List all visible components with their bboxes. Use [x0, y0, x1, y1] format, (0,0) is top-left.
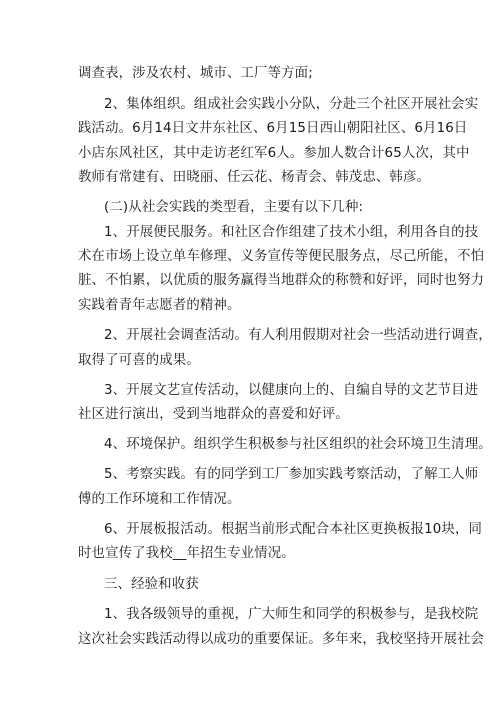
section-heading: 三、经验和收获 — [104, 577, 199, 592]
text-line: 时也宣传了我校__年招生专业情况。 — [78, 546, 295, 561]
text-line: 6、开展板报活动。根据当前形式配合本社区更换板报10块，同 — [104, 522, 483, 537]
text-line: 社区进行演出，受到当地群众的喜爱和好评。 — [78, 407, 349, 422]
text-line: 术在市场上设立单车修理、义务宣传等便民服务点，尽己所能，不怕 — [78, 249, 485, 264]
text-line: 实践着青年志愿者的精神。 — [78, 298, 241, 313]
text-line: 2、集体组织。组成社会实践小分队，分赴三个社区开展社会实 — [104, 97, 479, 112]
text-line: 调查表，涉及农村、城市、工厂等方面; — [78, 66, 313, 81]
text-line: 5、考察实践。有的同学到工厂参加实践考察活动，了解工人师 — [104, 467, 479, 482]
text-line: 1、我各级领导的重视，广大师生和同学的积极参与，是我校院 — [104, 607, 479, 622]
section-heading: (二)从社会实践的类型看，主要有以下几种: — [104, 200, 364, 215]
text-line: 3、开展文艺宣传活动，以健康向上的、自编自导的文艺节目进 — [104, 383, 479, 398]
text-line: 脏、不怕累，以优质的服务赢得当地群众的称赞和好评，同时也努力 — [78, 273, 485, 288]
text-line: 教师有常建有、田晓丽、任云花、杨青会、韩茂忠、韩彦。 — [78, 170, 431, 185]
text-line: 傅的工作环境和工作情况。 — [78, 492, 241, 507]
text-line: 小店东风社区，其中走访老红军6人。参加人数合计65人次，其中 — [78, 146, 470, 161]
text-line: 1、开展便民服务。和社区合作组建了技术小组，利用各自的技 — [104, 225, 479, 240]
text-line: 取得了可喜的成果。 — [78, 353, 200, 368]
text-line: 2、开展社会调查活动。有人利用假期对社会一些活动进行调查， — [104, 328, 492, 343]
text-line: 践活动。6月14日文井东社区、6月15日西山朝阳社区、6月16日 — [78, 121, 468, 136]
text-line: 4、环境保护。组织学生积极参与社区组织的社会环境卫生清理。 — [104, 437, 492, 452]
text-line: 这次社会实践活动得以成功的重要保证。多年来，我校坚持开展社会 — [78, 632, 485, 647]
